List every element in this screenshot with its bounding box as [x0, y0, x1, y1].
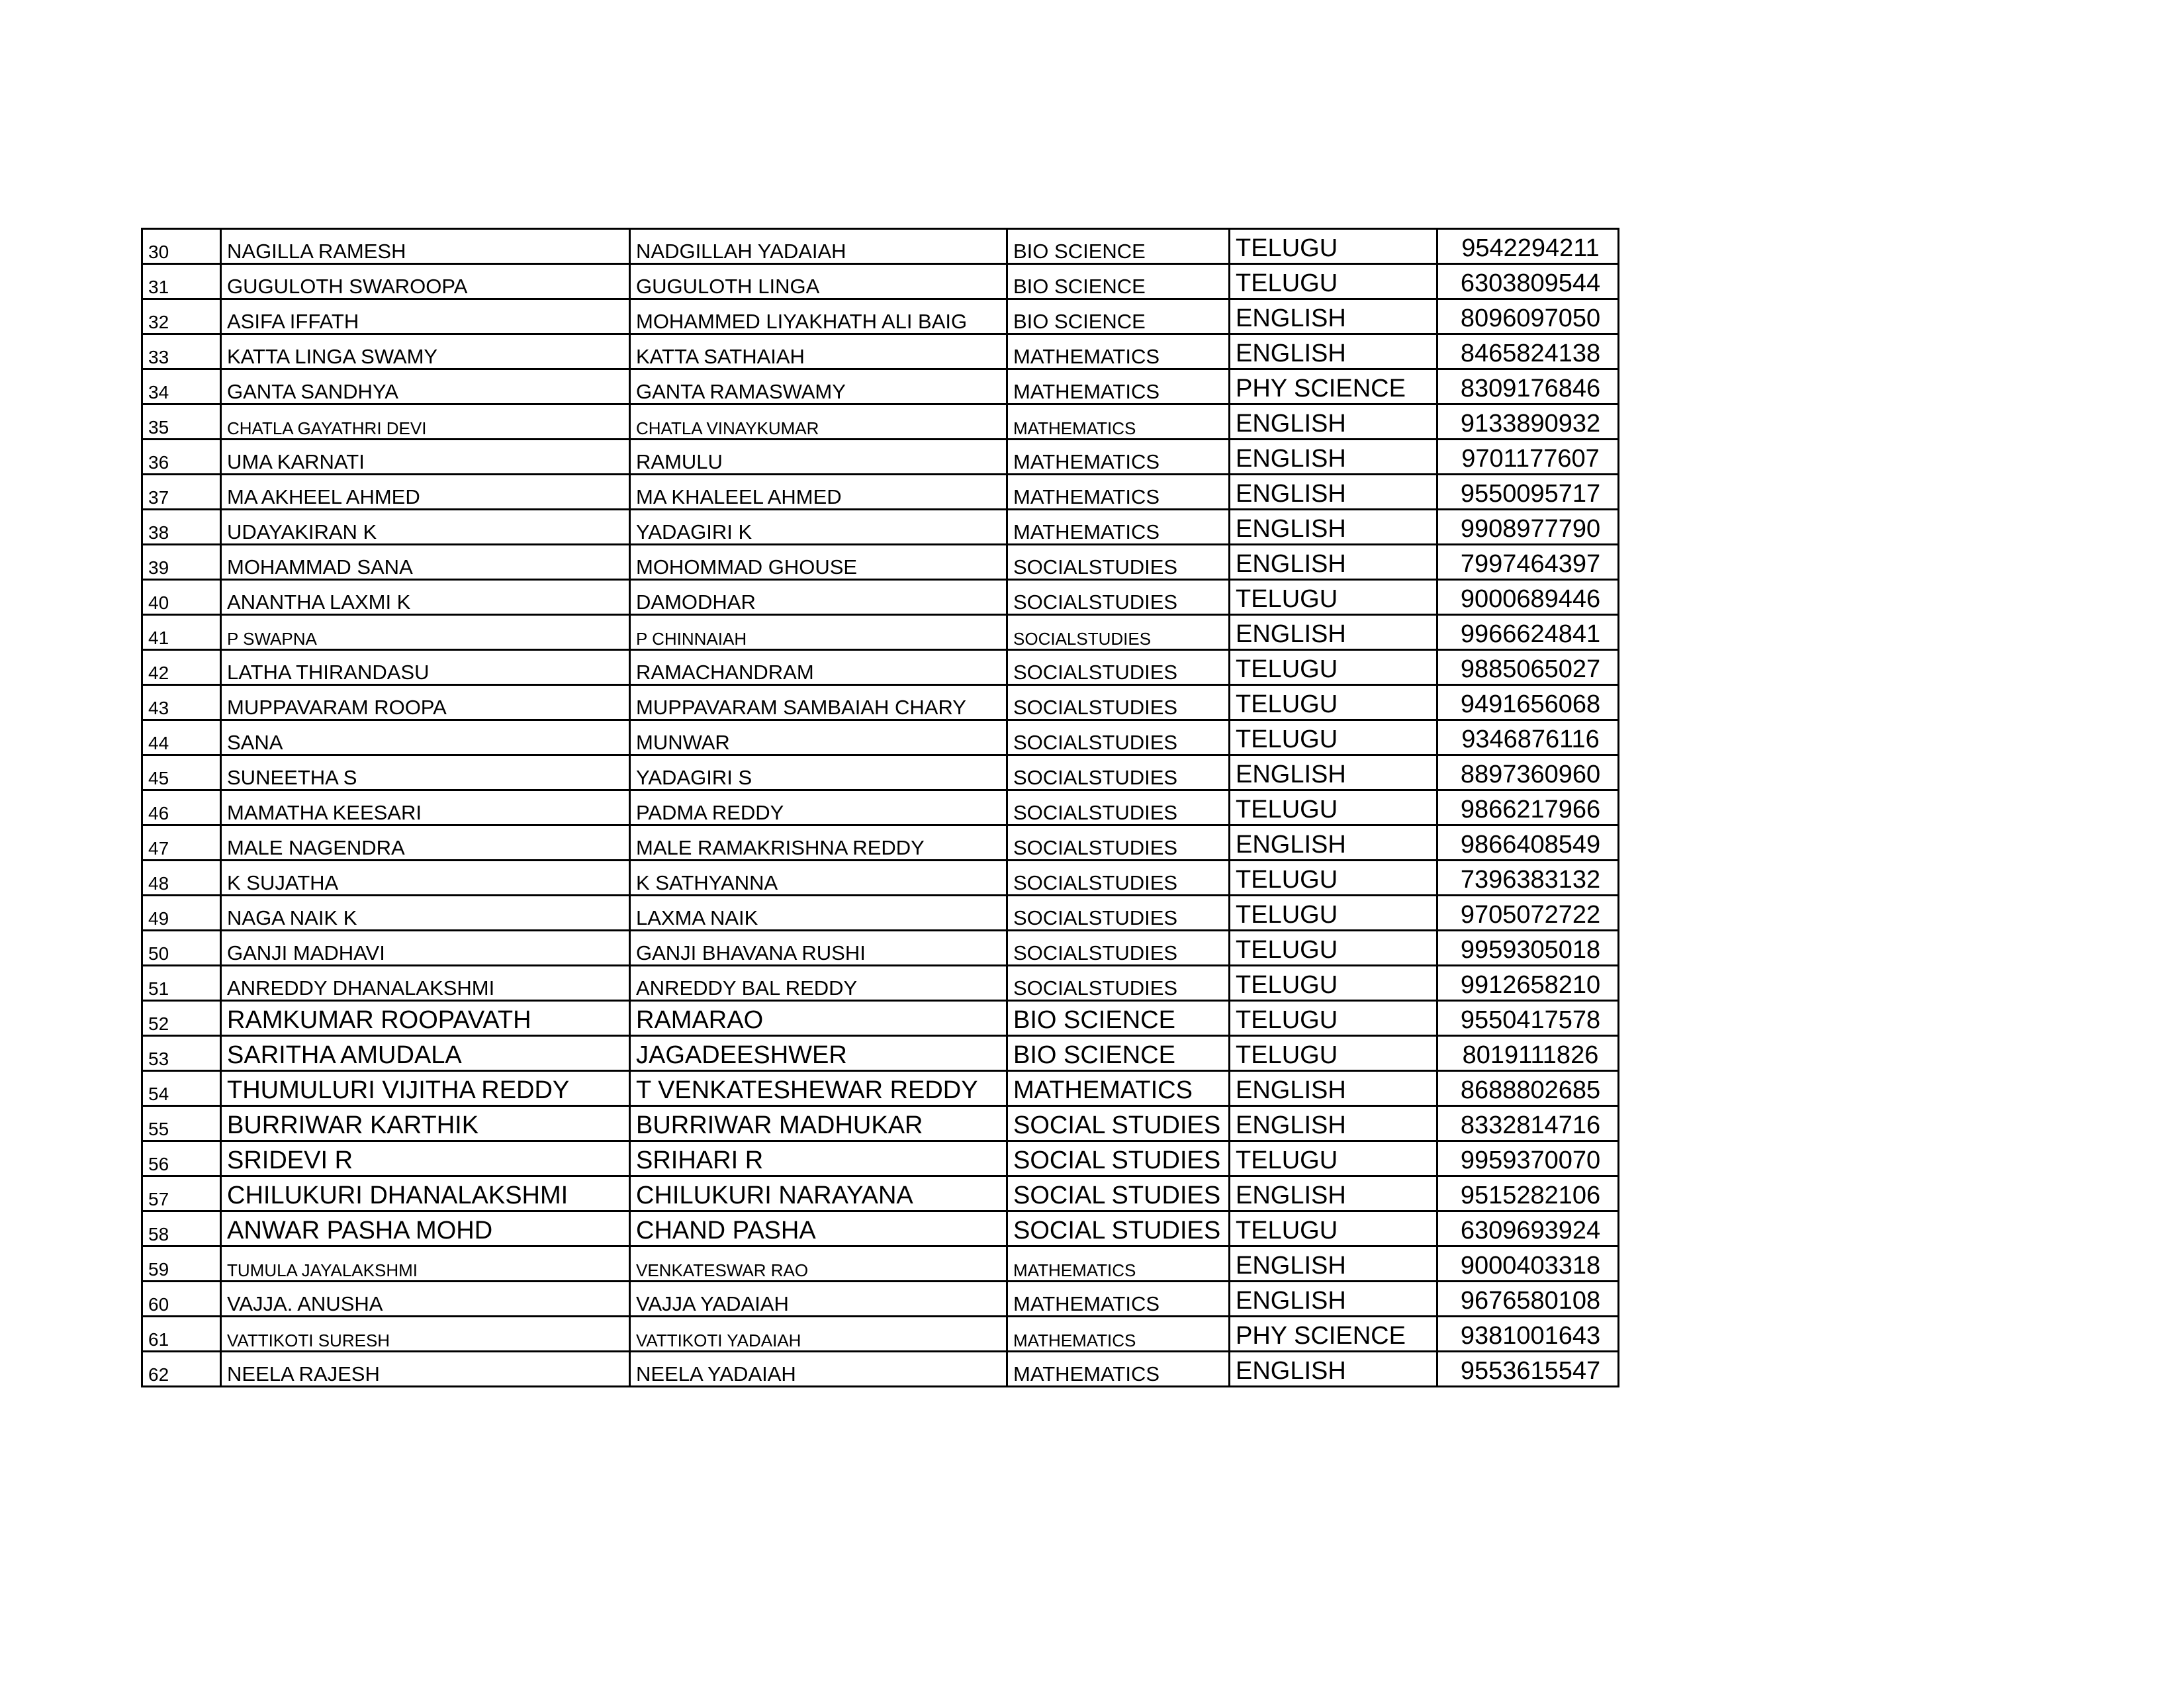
serial-number-cell: 44 — [142, 720, 221, 755]
serial-number-cell: 34 — [142, 369, 221, 404]
table-row — [142, 720, 1619, 755]
phone-cell: 8332814716 — [1437, 1106, 1619, 1141]
subject-cell: SOCIALSTUDIES — [1007, 650, 1230, 685]
medium-cell: TELUGU — [1230, 650, 1437, 685]
serial-number-cell: 57 — [142, 1176, 221, 1211]
parent-name-cell: CHATLA VINAYKUMAR — [630, 404, 1007, 440]
phone-cell: 9346876116 — [1437, 720, 1619, 755]
medium-cell: ENGLISH — [1230, 755, 1437, 790]
table-row — [142, 404, 1619, 440]
subject-cell: SOCIALSTUDIES — [1007, 545, 1230, 580]
name-cell: NAGILLA RAMESH — [221, 229, 630, 264]
parent-name-cell: GUGULOTH LINGA — [630, 264, 1007, 299]
table-row — [142, 825, 1619, 861]
table-row — [142, 1352, 1619, 1387]
serial-number-cell: 42 — [142, 650, 221, 685]
parent-name-cell: MOHOMMAD GHOUSE — [630, 545, 1007, 580]
subject-cell: MATHEMATICS — [1007, 440, 1230, 475]
table-row — [142, 650, 1619, 685]
serial-number-cell: 39 — [142, 545, 221, 580]
name-cell: ANWAR PASHA MOHD — [221, 1211, 630, 1246]
parent-name-cell: VAJJA YADAIAH — [630, 1282, 1007, 1317]
serial-number-cell: 56 — [142, 1141, 221, 1176]
table-row — [142, 1001, 1619, 1036]
phone-cell: 8465824138 — [1437, 334, 1619, 369]
name-cell: GANJI MADHAVI — [221, 931, 630, 966]
name-cell: ASIFA IFFATH — [221, 299, 630, 334]
medium-cell: TELUGU — [1230, 229, 1437, 264]
phone-cell: 9705072722 — [1437, 896, 1619, 931]
table-row — [142, 229, 1619, 264]
table-row — [142, 1071, 1619, 1106]
serial-number-cell: 60 — [142, 1282, 221, 1317]
table-row — [142, 896, 1619, 931]
subject-cell: SOCIALSTUDIES — [1007, 896, 1230, 931]
name-cell: ANANTHA LAXMI K — [221, 580, 630, 615]
phone-cell: 9701177607 — [1437, 440, 1619, 475]
medium-cell: ENGLISH — [1230, 1106, 1437, 1141]
name-cell: MUPPAVARAM ROOPA — [221, 685, 630, 720]
parent-name-cell: MUPPAVARAM SAMBAIAH CHARY — [630, 685, 1007, 720]
parent-name-cell: DAMODHAR — [630, 580, 1007, 615]
table-row — [142, 1282, 1619, 1317]
medium-cell: ENGLISH — [1230, 440, 1437, 475]
phone-cell: 9885065027 — [1437, 650, 1619, 685]
table-row — [142, 1176, 1619, 1211]
parent-name-cell: MUNWAR — [630, 720, 1007, 755]
serial-number-cell: 38 — [142, 510, 221, 545]
medium-cell: ENGLISH — [1230, 1282, 1437, 1317]
subject-cell: MATHEMATICS — [1007, 1282, 1230, 1317]
parent-name-cell: CHILUKURI NARAYANA — [630, 1176, 1007, 1211]
roster-table-body — [142, 229, 1619, 1387]
table-row — [142, 440, 1619, 475]
subject-cell: MATHEMATICS — [1007, 1317, 1230, 1352]
subject-cell: SOCIALSTUDIES — [1007, 720, 1230, 755]
parent-name-cell: KATTA SATHAIAH — [630, 334, 1007, 369]
medium-cell: TELUGU — [1230, 861, 1437, 896]
medium-cell: PHY SCIENCE — [1230, 1317, 1437, 1352]
medium-cell: TELUGU — [1230, 896, 1437, 931]
serial-number-cell: 40 — [142, 580, 221, 615]
phone-cell: 8019111826 — [1437, 1036, 1619, 1071]
name-cell: THUMULURI VIJITHA REDDY — [221, 1071, 630, 1106]
name-cell: NAGA NAIK K — [221, 896, 630, 931]
parent-name-cell: MA KHALEEL AHMED — [630, 475, 1007, 510]
table-row — [142, 334, 1619, 369]
name-cell: UMA KARNATI — [221, 440, 630, 475]
name-cell: RAMKUMAR ROOPAVATH — [221, 1001, 630, 1036]
name-cell: UDAYAKIRAN K — [221, 510, 630, 545]
table-row — [142, 264, 1619, 299]
medium-cell: TELUGU — [1230, 720, 1437, 755]
table-row — [142, 966, 1619, 1001]
parent-name-cell: VATTIKOTI YADAIAH — [630, 1317, 1007, 1352]
medium-cell: ENGLISH — [1230, 1352, 1437, 1387]
serial-number-cell: 36 — [142, 440, 221, 475]
serial-number-cell: 35 — [142, 404, 221, 440]
phone-cell: 9908977790 — [1437, 510, 1619, 545]
subject-cell: BIO SCIENCE — [1007, 264, 1230, 299]
table-row — [142, 545, 1619, 580]
phone-cell: 9553615547 — [1437, 1352, 1619, 1387]
medium-cell: TELUGU — [1230, 1141, 1437, 1176]
parent-name-cell: RAMACHANDRAM — [630, 650, 1007, 685]
medium-cell: PHY SCIENCE — [1230, 369, 1437, 404]
medium-cell: TELUGU — [1230, 931, 1437, 966]
phone-cell: 9550417578 — [1437, 1001, 1619, 1036]
phone-cell: 9381001643 — [1437, 1317, 1619, 1352]
table-row — [142, 510, 1619, 545]
name-cell: SARITHA AMUDALA — [221, 1036, 630, 1071]
parent-name-cell: RAMULU — [630, 440, 1007, 475]
phone-cell: 9912658210 — [1437, 966, 1619, 1001]
name-cell: ANREDDY DHANALAKSHMI — [221, 966, 630, 1001]
phone-cell: 9000689446 — [1437, 580, 1619, 615]
name-cell: KATTA LINGA SWAMY — [221, 334, 630, 369]
medium-cell: ENGLISH — [1230, 615, 1437, 650]
subject-cell: SOCIAL STUDIES — [1007, 1141, 1230, 1176]
phone-cell: 7997464397 — [1437, 545, 1619, 580]
subject-cell: SOCIALSTUDIES — [1007, 615, 1230, 650]
phone-cell: 9491656068 — [1437, 685, 1619, 720]
serial-number-cell: 58 — [142, 1211, 221, 1246]
phone-cell: 9866217966 — [1437, 790, 1619, 825]
subject-cell: SOCIALSTUDIES — [1007, 755, 1230, 790]
medium-cell: ENGLISH — [1230, 475, 1437, 510]
subject-cell: BIO SCIENCE — [1007, 1036, 1230, 1071]
parent-name-cell: LAXMA NAIK — [630, 896, 1007, 931]
subject-cell: SOCIALSTUDIES — [1007, 966, 1230, 1001]
parent-name-cell: GANTA RAMASWAMY — [630, 369, 1007, 404]
table-row — [142, 1317, 1619, 1352]
phone-cell: 9959305018 — [1437, 931, 1619, 966]
medium-cell: TELUGU — [1230, 1211, 1437, 1246]
parent-name-cell: CHAND PASHA — [630, 1211, 1007, 1246]
parent-name-cell: SRIHARI R — [630, 1141, 1007, 1176]
parent-name-cell: VENKATESWAR RAO — [630, 1246, 1007, 1282]
medium-cell: TELUGU — [1230, 790, 1437, 825]
subject-cell: BIO SCIENCE — [1007, 229, 1230, 264]
serial-number-cell: 46 — [142, 790, 221, 825]
parent-name-cell: RAMARAO — [630, 1001, 1007, 1036]
subject-cell: SOCIAL STUDIES — [1007, 1106, 1230, 1141]
name-cell: SUNEETHA S — [221, 755, 630, 790]
name-cell: P SWAPNA — [221, 615, 630, 650]
table-row — [142, 369, 1619, 404]
serial-number-cell: 37 — [142, 475, 221, 510]
subject-cell: BIO SCIENCE — [1007, 299, 1230, 334]
serial-number-cell: 45 — [142, 755, 221, 790]
phone-cell: 8309176846 — [1437, 369, 1619, 404]
name-cell: MOHAMMAD SANA — [221, 545, 630, 580]
name-cell: K SUJATHA — [221, 861, 630, 896]
parent-name-cell: ANREDDY BAL REDDY — [630, 966, 1007, 1001]
phone-cell: 9133890932 — [1437, 404, 1619, 440]
medium-cell: TELUGU — [1230, 966, 1437, 1001]
subject-cell: MATHEMATICS — [1007, 404, 1230, 440]
medium-cell: TELUGU — [1230, 1001, 1437, 1036]
table-row — [142, 790, 1619, 825]
phone-cell: 6303809544 — [1437, 264, 1619, 299]
name-cell: MA AKHEEL AHMED — [221, 475, 630, 510]
subject-cell: BIO SCIENCE — [1007, 1001, 1230, 1036]
serial-number-cell: 53 — [142, 1036, 221, 1071]
table-row — [142, 580, 1619, 615]
table-row — [142, 1106, 1619, 1141]
serial-number-cell: 55 — [142, 1106, 221, 1141]
serial-number-cell: 48 — [142, 861, 221, 896]
table-row — [142, 1141, 1619, 1176]
phone-cell: 9966624841 — [1437, 615, 1619, 650]
serial-number-cell: 51 — [142, 966, 221, 1001]
name-cell: GANTA SANDHYA — [221, 369, 630, 404]
serial-number-cell: 62 — [142, 1352, 221, 1387]
phone-cell: 6309693924 — [1437, 1211, 1619, 1246]
parent-name-cell: NEELA YADAIAH — [630, 1352, 1007, 1387]
name-cell: GUGULOTH SWAROOPA — [221, 264, 630, 299]
table-row — [142, 615, 1619, 650]
medium-cell: TELUGU — [1230, 264, 1437, 299]
medium-cell: TELUGU — [1230, 580, 1437, 615]
parent-name-cell: YADAGIRI S — [630, 755, 1007, 790]
name-cell: VAJJA. ANUSHA — [221, 1282, 630, 1317]
parent-name-cell: BURRIWAR MADHUKAR — [630, 1106, 1007, 1141]
subject-cell: MATHEMATICS — [1007, 510, 1230, 545]
serial-number-cell: 33 — [142, 334, 221, 369]
table-row — [142, 1246, 1619, 1282]
name-cell: MALE NAGENDRA — [221, 825, 630, 861]
serial-number-cell: 50 — [142, 931, 221, 966]
subject-cell: SOCIALSTUDIES — [1007, 790, 1230, 825]
medium-cell: ENGLISH — [1230, 334, 1437, 369]
medium-cell: ENGLISH — [1230, 1246, 1437, 1282]
table-row — [142, 931, 1619, 966]
phone-cell: 9959370070 — [1437, 1141, 1619, 1176]
subject-cell: SOCIALSTUDIES — [1007, 685, 1230, 720]
subject-cell: SOCIALSTUDIES — [1007, 931, 1230, 966]
medium-cell: ENGLISH — [1230, 510, 1437, 545]
medium-cell: ENGLISH — [1230, 404, 1437, 440]
phone-cell: 9542294211 — [1437, 229, 1619, 264]
subject-cell: MATHEMATICS — [1007, 475, 1230, 510]
serial-number-cell: 61 — [142, 1317, 221, 1352]
serial-number-cell: 52 — [142, 1001, 221, 1036]
table-row — [142, 1036, 1619, 1071]
serial-number-cell: 32 — [142, 299, 221, 334]
medium-cell: TELUGU — [1230, 1036, 1437, 1071]
subject-cell: MATHEMATICS — [1007, 1071, 1230, 1106]
parent-name-cell: MOHAMMED LIYAKHATH ALI BAIG — [630, 299, 1007, 334]
medium-cell: ENGLISH — [1230, 545, 1437, 580]
phone-cell: 8096097050 — [1437, 299, 1619, 334]
subject-cell: MATHEMATICS — [1007, 1352, 1230, 1387]
name-cell: SRIDEVI R — [221, 1141, 630, 1176]
serial-number-cell: 49 — [142, 896, 221, 931]
subject-cell: SOCIAL STUDIES — [1007, 1211, 1230, 1246]
table-row — [142, 861, 1619, 896]
subject-cell: MATHEMATICS — [1007, 1246, 1230, 1282]
roster-table — [141, 228, 1619, 1387]
parent-name-cell: GANJI BHAVANA RUSHI — [630, 931, 1007, 966]
table-row — [142, 1211, 1619, 1246]
parent-name-cell: K SATHYANNA — [630, 861, 1007, 896]
name-cell: CHILUKURI DHANALAKSHMI — [221, 1176, 630, 1211]
serial-number-cell: 59 — [142, 1246, 221, 1282]
phone-cell: 8897360960 — [1437, 755, 1619, 790]
medium-cell: ENGLISH — [1230, 1071, 1437, 1106]
phone-cell: 9676580108 — [1437, 1282, 1619, 1317]
table-row — [142, 685, 1619, 720]
serial-number-cell: 31 — [142, 264, 221, 299]
name-cell: NEELA RAJESH — [221, 1352, 630, 1387]
parent-name-cell: MALE RAMAKRISHNA REDDY — [630, 825, 1007, 861]
serial-number-cell: 47 — [142, 825, 221, 861]
name-cell: LATHA THIRANDASU — [221, 650, 630, 685]
medium-cell: ENGLISH — [1230, 299, 1437, 334]
serial-number-cell: 54 — [142, 1071, 221, 1106]
phone-cell: 9000403318 — [1437, 1246, 1619, 1282]
phone-cell: 9515282106 — [1437, 1176, 1619, 1211]
name-cell: SANA — [221, 720, 630, 755]
medium-cell: ENGLISH — [1230, 1176, 1437, 1211]
serial-number-cell: 30 — [142, 229, 221, 264]
phone-cell: 9550095717 — [1437, 475, 1619, 510]
table-row — [142, 475, 1619, 510]
phone-cell: 9866408549 — [1437, 825, 1619, 861]
name-cell: BURRIWAR KARTHIK — [221, 1106, 630, 1141]
name-cell: VATTIKOTI SURESH — [221, 1317, 630, 1352]
name-cell: MAMATHA KEESARI — [221, 790, 630, 825]
subject-cell: SOCIALSTUDIES — [1007, 825, 1230, 861]
subject-cell: SOCIAL STUDIES — [1007, 1176, 1230, 1211]
name-cell: TUMULA JAYALAKSHMI — [221, 1246, 630, 1282]
phone-cell: 7396383132 — [1437, 861, 1619, 896]
name-cell: CHATLA GAYATHRI DEVI — [221, 404, 630, 440]
parent-name-cell: PADMA REDDY — [630, 790, 1007, 825]
subject-cell: SOCIALSTUDIES — [1007, 861, 1230, 896]
phone-cell: 8688802685 — [1437, 1071, 1619, 1106]
parent-name-cell: P CHINNAIAH — [630, 615, 1007, 650]
parent-name-cell: YADAGIRI K — [630, 510, 1007, 545]
table-row — [142, 299, 1619, 334]
parent-name-cell: JAGADEESHWER — [630, 1036, 1007, 1071]
serial-number-cell: 41 — [142, 615, 221, 650]
parent-name-cell: T VENKATESHEWAR REDDY — [630, 1071, 1007, 1106]
subject-cell: SOCIALSTUDIES — [1007, 580, 1230, 615]
table-row — [142, 755, 1619, 790]
medium-cell: ENGLISH — [1230, 825, 1437, 861]
subject-cell: MATHEMATICS — [1007, 334, 1230, 369]
subject-cell: MATHEMATICS — [1007, 369, 1230, 404]
serial-number-cell: 43 — [142, 685, 221, 720]
medium-cell: TELUGU — [1230, 685, 1437, 720]
parent-name-cell: NADGILLAH YADAIAH — [630, 229, 1007, 264]
